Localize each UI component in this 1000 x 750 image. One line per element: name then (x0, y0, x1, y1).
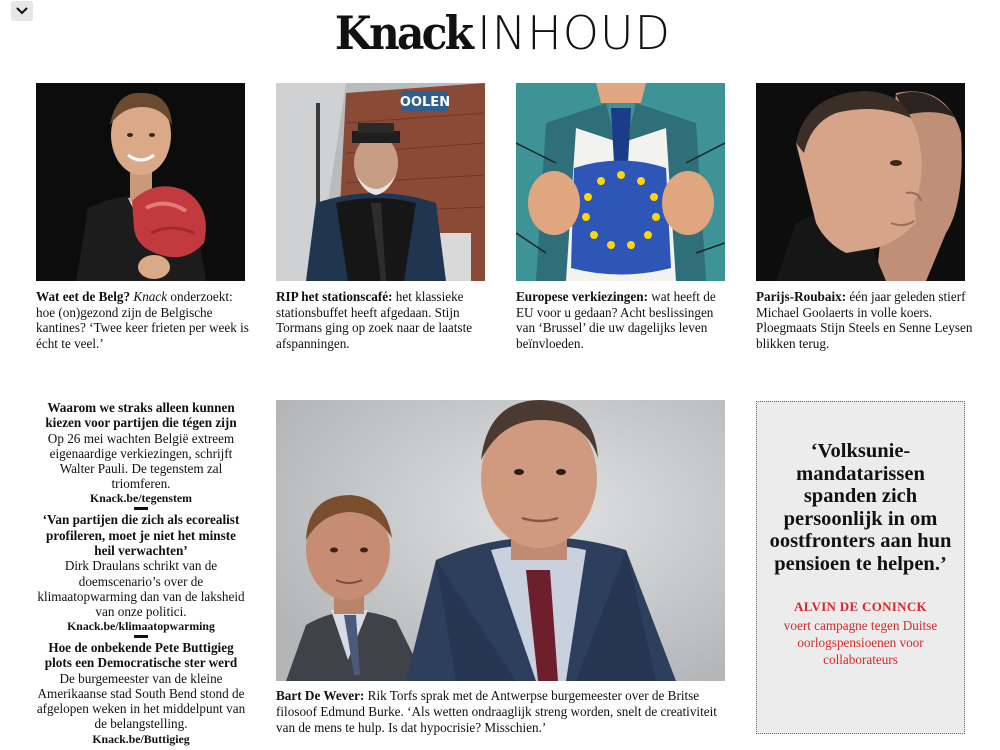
article-image-stationscafe[interactable] (276, 83, 485, 281)
article-caption-parijs-roubaix (756, 289, 974, 351)
sidebar-item-tegenstem (36, 400, 246, 506)
sidebar-item-buttigieg (36, 640, 246, 746)
article-caption-stationscafe (276, 289, 494, 351)
caption-italic: Knack (133, 289, 168, 304)
sidebar-divider (134, 507, 148, 510)
caption-text: onderzoekt: hoe (on)gezond zijn de Belgische kantines? ‘Twee keer frieten per week is écht te veel.’ (36, 289, 249, 351)
web-articles-sidebar (36, 400, 246, 747)
pull-quote-text: ‘Volksunie-mandatarissen spanden zich persoonlijk in om oostfronters aan hun pensioen te helpen.’ (769, 440, 952, 575)
section-title: INHOUD (477, 6, 671, 60)
caption-text: het klassieke stationsbuffet heeft afgedaan. Stijn Tormans ging op zoek naar de laatste afspanningen. (276, 289, 473, 351)
caption-lead: RIP het stationscafé: (276, 289, 393, 304)
caption-text: Rik Torfs sprak met de Antwerpse burgemeester over de Britse filosoof Edmund Burke. ‘Als wetten ondraaglijk streng worden, snelt de creativiteit van de mens te hulp. Is dat hypocrisie? Misschien.’ (276, 688, 717, 735)
sidebar-item-link[interactable]: Knack.be/Buttigieg (92, 731, 190, 746)
sidebar-item-title: Waarom we straks alleen kunnen kiezen voor partijen die tégen zijn (45, 400, 237, 431)
caption-lead: Europese verkiezingen: (516, 289, 648, 304)
sidebar-item-title: Hoe de onbekende Pete Buttigieg plots een Democratische ster werd (44, 640, 238, 671)
feature-image-de-wever[interactable] (276, 400, 725, 681)
sidebar-item-link[interactable]: Knack.be/klimaatopwarming (67, 619, 215, 634)
pull-quote-author: ALVIN DE CONINCK (794, 599, 927, 614)
pull-quote-box (756, 401, 965, 734)
caption-lead: Bart De Wever: (276, 688, 365, 703)
caption-text: wat heeft de EU voor u gedaan? Acht beslissingen van ‘Brussel’ die uw dagelijks leven beïnvloeden. (516, 289, 716, 351)
masthead (0, 8, 1000, 60)
caption-lead: Parijs-Roubaix: (756, 289, 847, 304)
article-image-europese-verkiezingen[interactable] (516, 83, 725, 281)
svg-text:OOLEN: OOLEN (399, 95, 451, 110)
article-caption-europese-verkiezingen (516, 289, 734, 351)
sidebar-item-text: Op 26 mei wachten België extreem eigenaardige verkiezingen, schrijft Walter Pauli. De tegenstem zal triomferen. (47, 430, 235, 492)
article-caption-belg (36, 289, 254, 351)
brand-logo: Knack (334, 6, 472, 60)
sidebar-item-text: Dirk Draulans schrikt van de doemscenario’s over de klimaatopwarming dan van de laksheid van onze politici. (37, 558, 245, 619)
sidebar-divider (134, 635, 148, 638)
pull-quote-description: voert campagne tegen Duitse oorlogspensioenen voor collaborateurs (783, 618, 938, 667)
sidebar-item-link[interactable]: Knack.be/tegenstem (90, 491, 192, 506)
sidebar-item-klimaat (36, 512, 246, 634)
article-image-belg[interactable] (36, 83, 245, 281)
feature-caption (276, 688, 726, 736)
sidebar-item-title: ‘Van partijen die zich als ecorealist profileren, moet je niet het minste heil verwachten’ (42, 512, 240, 558)
caption-lead: Wat eet de Belg? (36, 289, 131, 304)
caption-text: één jaar geleden stierf Michael Goolaerts in volle koers. Ploegmaats Stijn Steels en Senne Leysen blikken terug. (756, 289, 973, 351)
article-image-parijs-roubaix[interactable] (756, 83, 965, 281)
sidebar-item-text: De burgemeester van de kleine Amerikaanse stad South Bend stond de afgelopen weken in het middelpunt van de belangstelling. (36, 670, 246, 732)
